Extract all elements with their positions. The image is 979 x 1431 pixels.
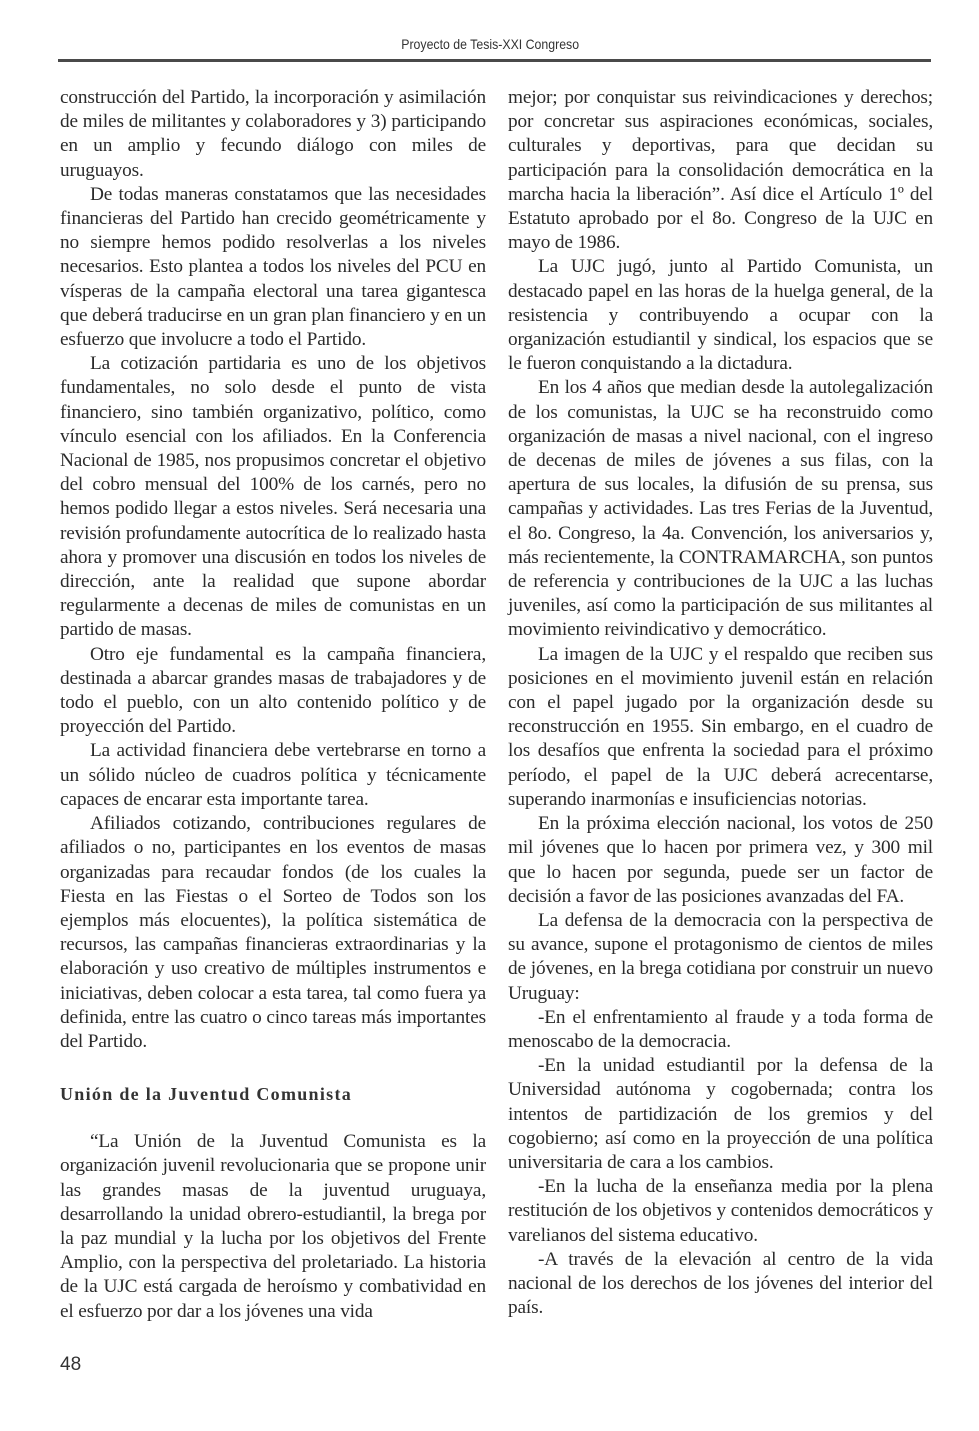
- paragraph: La imagen de la UJC y el respaldo que reciben sus posiciones en el movimiento juvenil están en relación con el papel jugado por la organización desde su reconstrucción en 1955. Sin embargo, en el cuadro de los desafíos que enfrenta la sociedad para el próximo período, el papel de la UJC deberá acrecentarse, superando inarmonías e insuficiencias notorias.: [508, 643, 933, 810]
- section-heading: Unión de la Juventud Comunista: [60, 1084, 353, 1105]
- running-header-title: Proyecto de Tesis-XXI Congreso: [401, 36, 580, 52]
- paragraph: La defensa de la democracia con la perspectiva de su avance, supone el protagonismo de cientos de miles de jóvenes, en la brega cotidiana por construir un nuevo Uruguay:: [508, 909, 933, 1004]
- paragraph: De todas maneras constatamos que las necesidades financieras del Partido han crecido geométricamente y no siempre hemos podido resolverlas a los niveles necesarios. Esto plantea a todos los niveles del PCU en vísperas de la campaña electoral una tarea gigantesca que deberá traducirse en un gran plan financiero y en un esfuerzo que involucre a todo el Partido.: [60, 183, 486, 351]
- paragraph: “La Unión de la Juventud Comunista es la organización juvenil revolucionaria que se propone unir las grandes masas de la juventud uruguaya, desarrollando la unidad obrero-estudiantil, la brega por la paz mundial y la lucha por los objetivos del Frente Amplio, con la perspectiva del proletariado. La historia de la UJC está cargada de heroísmo y combatividad en el esfuerzo por dar a los jóvenes una vida: [60, 1131, 486, 1322]
- list-item: -A través de la elevación al centro de la vida nacional de los derechos de los jóvenes del interior del país.: [508, 1248, 933, 1319]
- header-rule: [58, 59, 931, 62]
- left-column: [60, 86, 486, 1324]
- paragraph: En la próxima elección nacional, los votos de 250 mil jóvenes que lo hacen por primera vez, y 300 mil que lo hacen por segunda, puede ser un factor de decisión a favor de las posiciones avanzadas del FA.: [508, 813, 933, 907]
- paragraph: construcción del Partido, la incorporación y asimilación de miles de militantes y colaboradores y 3) participando en un amplio y fecundo diálogo con miles de uruguayos.: [60, 87, 486, 181]
- paragraph: Otro eje fundamental es la campaña financiera, destinada a abarcar grandes masas de trabajadores y de todo el pueblo, con un alto contenido político y de proyección del Partido.: [60, 643, 486, 738]
- paragraph: mejor; por conquistar sus reivindicaciones y derechos; por concretar sus aspiraciones económicas, sociales, culturales y deportivas, para que decidan su participación para la consolidación democrática en la marcha hacia la liberación”. Así dice el Artículo 1º del Estatuto aprobado por el 8o. Congreso de la UJC en mayo de 1986.: [508, 87, 933, 254]
- paragraph: La UJC jugó, junto al Partido Comunista, un destacado papel en las horas de la huelga general, de la resistencia y contribuyendo a ocupar con la organización estudiantil y sindical, los espacios que se le fueron conquistando a la dictadura.: [508, 256, 933, 375]
- list-item: -En el enfrentamiento al fraude y a toda forma de menoscabo de la democracia.: [508, 1006, 933, 1052]
- list-item: -En la lucha de la enseñanza media por la plena restitución de los objetivos y contenidos democráticos y varelianos del sistema educativo.: [508, 1176, 933, 1246]
- paragraph: La cotización partidaria es uno de los objetivos fundamentales, no solo desde el punto de vista financiero, sino también organizativo, político, como vínculo esencial con los afiliados. En la Conferencia Nacional de 1985, nos propusimos concretar el objetivo del cobro mensual del 100% de los carnés, pero no hemos podido llegar a estos niveles. Será necesaria una revisión profundamente autocrítica de lo realizado hasta ahora y promover una discusión en todos los niveles de dirección, ante la realidad que supone abordar regularmente a decenas de miles de comunistas en un partido de masas.: [60, 353, 486, 641]
- page-number: 48: [60, 1354, 82, 1375]
- paragraph: La actividad financiera debe vertebrarse en torno a un sólido núcleo de cuadros política y técnicamente capaces de encarar esta importante tarea.: [60, 740, 486, 810]
- paragraph: Afiliados cotizando, contribuciones regulares de afiliados o no, participantes en los eventos de masas organizadas para recaudar fondos (de los cuales la Fiesta en las Fiestas o el Sorteo de Todos son los ejemplos más elocuentes), la política sistemática de recursos, las campañas financieras extraordinarias y la elaboración y uso creativo de múltiples instrumentos e iniciativas, deben colocar a esta tarea, tal como fuera ya definida, entre las cuatro o cinco tareas más importantes del Partido.: [60, 813, 486, 1052]
- list-item: -En la unidad estudiantil por la defensa de la Universidad autónoma y cogobernada; contra los intentos de partidización de los gremios y del cogobierno; así como en la proyección de una política universitaria de cara a los cambios.: [508, 1055, 933, 1173]
- paragraph: En los 4 años que median desde la autolegalización de los comunistas, la UJC se ha reconstruido como organización de masas a nivel nacional, con el ingreso de decenas de miles de jóvenes a sus filas, con la apertura de sus locales, la difusión de su prensa, sus campañas y actividades. Las tres Ferias de la Juventud, el 8o. Congreso, la 4a. Convención, los aniversarios y, más recientemente, la CONTRAMARCHA, son puntos de referencia y contribuciones de la UJC a las luchas juveniles, así como la participación de sus militantes al movimiento reivindicativo y democrático.: [508, 377, 933, 641]
- right-column: [508, 86, 933, 1320]
